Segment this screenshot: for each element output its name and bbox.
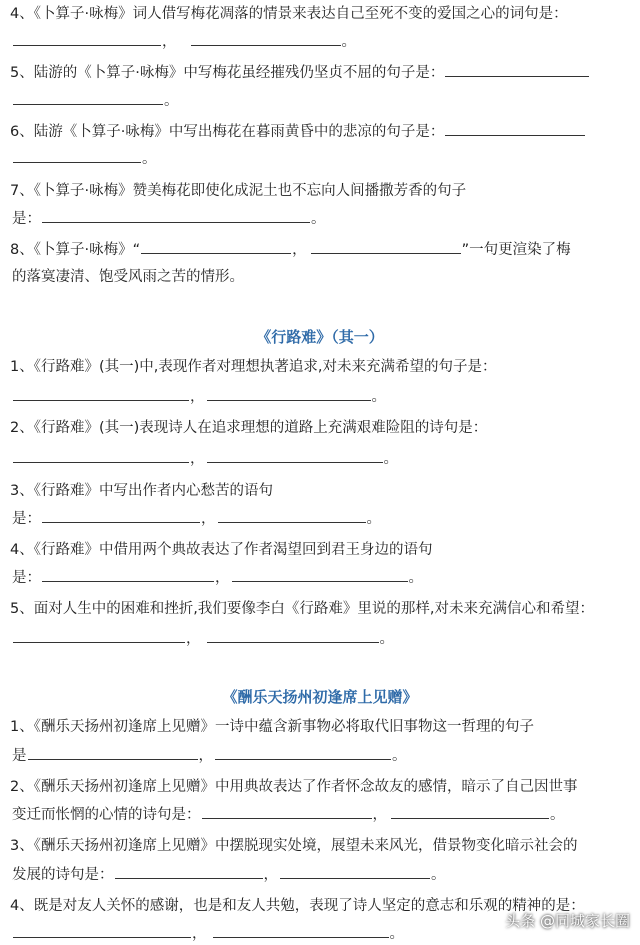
answer-blank[interactable] bbox=[42, 567, 214, 582]
question-text: 的落寞凄清、饱受风雨之苦的情形。 bbox=[12, 269, 244, 285]
question-text: 7、《卜算子·咏梅》赞美梅花即使化成泥土也不忘向人间播撒芳香的句子 bbox=[10, 183, 467, 199]
answer-line bbox=[12, 90, 640, 112]
answer-line bbox=[12, 567, 640, 589]
question-2-line2 bbox=[12, 804, 640, 826]
separator: ， bbox=[192, 926, 207, 942]
question-3 bbox=[10, 835, 640, 857]
question-5 bbox=[10, 598, 640, 620]
answer-blank[interactable] bbox=[13, 448, 189, 463]
period: 。 bbox=[142, 151, 157, 167]
answer-blank[interactable] bbox=[232, 567, 408, 582]
question-4 bbox=[10, 3, 640, 25]
separator: ， bbox=[198, 748, 213, 764]
answer-line bbox=[12, 148, 640, 170]
period: 。 bbox=[392, 748, 407, 764]
question-4 bbox=[10, 539, 640, 561]
question-text: 5、面对人生中的困难和挫折,我们要像李白《行路难》里说的那样,对未来充满信心和希望： bbox=[10, 601, 594, 617]
question-text: 5、陆游的《卜算子·咏梅》中写梅花虽经摧残仍坚贞不屈的句子是： bbox=[10, 65, 445, 81]
separator: ， bbox=[186, 631, 201, 647]
question-text: 2、《行路难》(其一)表现诗人在追求理想的道路上充满艰难险阻的诗句是： bbox=[10, 420, 488, 436]
answer-blank[interactable] bbox=[207, 386, 371, 401]
answer-blank[interactable] bbox=[218, 508, 366, 523]
prefix: 是 bbox=[12, 748, 27, 764]
question-1 bbox=[10, 356, 640, 378]
answer-blank[interactable] bbox=[391, 804, 549, 819]
answer-blank[interactable] bbox=[28, 745, 198, 760]
period: 。 bbox=[341, 34, 356, 50]
question-7 bbox=[10, 180, 640, 202]
period: 。 bbox=[366, 511, 381, 527]
question-2 bbox=[10, 776, 640, 798]
period: 。 bbox=[389, 926, 404, 942]
answer-blank[interactable] bbox=[141, 239, 291, 254]
answer-line bbox=[12, 628, 640, 650]
prefix: 是： bbox=[12, 211, 41, 227]
answer-line bbox=[12, 386, 640, 408]
answer-blank[interactable] bbox=[213, 923, 389, 938]
prefix: 是： bbox=[12, 511, 41, 527]
question-5 bbox=[10, 62, 640, 84]
question-text: 4、《行路难》中借用两个典故表达了作者渴望回到君王身边的语句 bbox=[10, 542, 433, 558]
question-text: 6、陆游《卜算子·咏梅》中写出梅花在暮雨黄昏中的悲凉的句子是： bbox=[10, 124, 445, 140]
answer-blank[interactable] bbox=[115, 864, 263, 879]
question-6 bbox=[10, 121, 640, 143]
question-8 bbox=[10, 239, 640, 261]
section-title: 《酬乐天扬州初逢席上见赠》 bbox=[222, 688, 418, 706]
answer-blank[interactable] bbox=[191, 31, 341, 46]
prefix: 是： bbox=[12, 570, 41, 586]
question-text: 4、既是对友人关怀的感谢，也是和友人共勉，表现了诗人坚定的意志和乐观的精神的是： bbox=[10, 898, 585, 914]
answer-blank[interactable] bbox=[207, 448, 383, 463]
answer-line bbox=[12, 31, 640, 53]
question-tail: ”一句更渲染了梅 bbox=[461, 242, 571, 258]
watermark-text: 头条 @同城家长圈 bbox=[505, 912, 630, 930]
answer-blank[interactable] bbox=[311, 239, 461, 254]
answer-line bbox=[12, 508, 640, 530]
answer-line bbox=[12, 448, 640, 470]
period: 。 bbox=[383, 451, 398, 467]
answer-blank[interactable] bbox=[207, 628, 379, 643]
separator: ， bbox=[190, 389, 205, 405]
period: 。 bbox=[431, 867, 446, 883]
answer-blank[interactable] bbox=[202, 804, 372, 819]
answer-blank[interactable] bbox=[13, 31, 161, 46]
separator: ， bbox=[162, 34, 177, 50]
answer-blank[interactable] bbox=[42, 208, 310, 223]
answer-blank[interactable] bbox=[13, 628, 185, 643]
answer-line bbox=[12, 745, 640, 767]
answer-blank[interactable] bbox=[13, 90, 163, 105]
question-1 bbox=[10, 716, 640, 738]
question-8-line2 bbox=[12, 266, 640, 288]
separator: ， bbox=[201, 511, 216, 527]
answer-blank[interactable] bbox=[280, 864, 430, 879]
period: 。 bbox=[164, 93, 179, 109]
question-3 bbox=[10, 480, 640, 502]
question-3-line2 bbox=[12, 864, 640, 886]
answer-blank[interactable] bbox=[13, 148, 141, 163]
question-text: 发展的诗句是： bbox=[12, 867, 114, 883]
question-text: 2、《酬乐天扬州初逢席上见赠》中用典故表达了作者怀念故友的感情，暗示了自己因世事 bbox=[10, 779, 578, 795]
answer-blank[interactable] bbox=[42, 508, 200, 523]
question-2 bbox=[10, 417, 640, 439]
watermark bbox=[505, 910, 630, 931]
answer-blank[interactable] bbox=[445, 121, 585, 136]
period: 。 bbox=[408, 570, 423, 586]
question-text: 3、《行路难》中写出作者内心愁苦的语句 bbox=[10, 483, 273, 499]
period: 。 bbox=[550, 807, 565, 823]
separator: ， bbox=[372, 807, 387, 823]
separator: ， bbox=[190, 451, 205, 467]
question-text: 4、《卜算子·咏梅》词人借写梅花凋落的情景来表达自己至死不变的爱国之心的词句是： bbox=[10, 6, 568, 22]
answer-blank[interactable] bbox=[13, 923, 191, 938]
period: 。 bbox=[311, 211, 326, 227]
question-text: 3、《酬乐天扬州初逢席上见赠》中摆脱现实处境，展望未来风光，借景物变化暗示社会的 bbox=[10, 838, 578, 854]
question-text: 8、《卜算子·咏梅》“ bbox=[10, 242, 141, 258]
question-text: 变迁而怅惘的心情的诗句是： bbox=[12, 807, 201, 823]
answer-line bbox=[12, 208, 640, 230]
section-title: 《行路难》（其一） bbox=[256, 328, 384, 346]
question-text: 1、《行路难》(其一)中,表现作者对理想执著追求,对未来充满希望的句子是： bbox=[10, 359, 497, 375]
separator: ， bbox=[263, 867, 278, 883]
answer-blank[interactable] bbox=[445, 62, 589, 77]
answer-blank[interactable] bbox=[13, 386, 189, 401]
answer-blank[interactable] bbox=[215, 745, 391, 760]
question-text: 1、《酬乐天扬州初逢席上见赠》一诗中蕴含新事物必将取代旧事物这一哲理的句子 bbox=[10, 719, 534, 735]
separator: ， bbox=[215, 570, 230, 586]
period: 。 bbox=[379, 631, 394, 647]
separator: ， bbox=[292, 242, 307, 258]
period: 。 bbox=[371, 389, 386, 405]
